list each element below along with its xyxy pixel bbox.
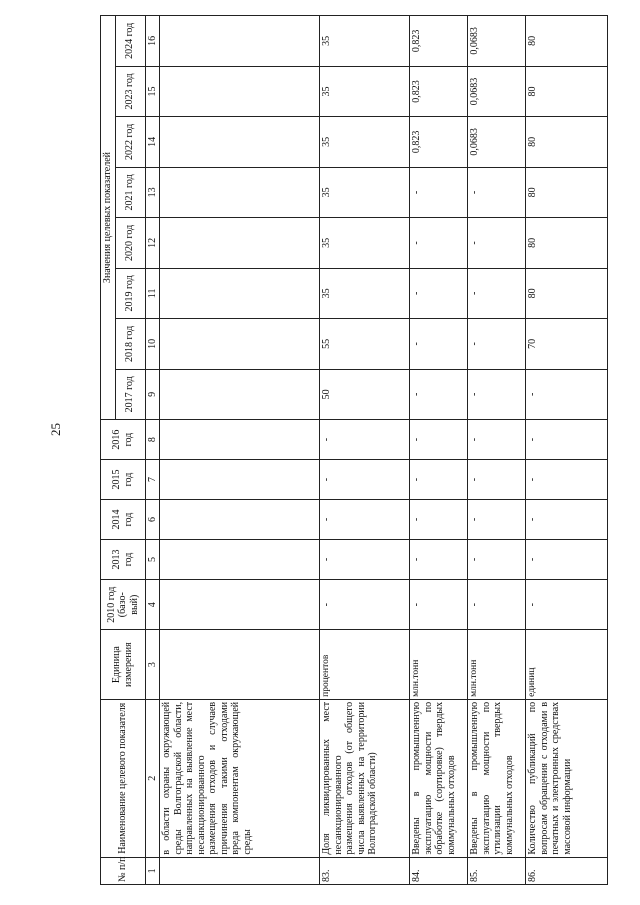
indicator-value <box>160 218 320 268</box>
col-number: 8 <box>145 420 160 460</box>
indicator-value: - <box>410 500 468 540</box>
indicator-value: - <box>468 268 526 318</box>
indicator-value <box>160 268 320 318</box>
indicator-value <box>160 167 320 217</box>
indicator-value: 50 <box>320 369 410 419</box>
header-year-2022: 2022 год <box>115 117 145 167</box>
indicator-name: Введены в промышленную эксплуатацию мощности по обработке (сортировке) твердых коммунальных отходов <box>410 699 468 857</box>
indicator-value: - <box>320 579 410 629</box>
header-year-2024: 2024 год <box>115 16 145 67</box>
indicator-value: 0,823 <box>410 117 468 167</box>
indicator-table-sheet <box>100 15 573 885</box>
indicator-value: - <box>468 319 526 369</box>
indicator-value <box>160 500 320 540</box>
indicator-unit: млн.тонн <box>468 630 526 699</box>
col-number: 6 <box>145 500 160 540</box>
col-number: 9 <box>145 369 160 419</box>
indicator-value <box>160 460 320 500</box>
table-row <box>468 16 526 885</box>
indicator-name: в области охраны окружающей среды Волгоградской области, направленных на выявление мест несанкционированного размещения отходов и случаев причинения такими отходами вреда компонентам окружающей среды <box>160 699 320 857</box>
indicator-value: 80 <box>526 66 608 116</box>
indicator-value: 35 <box>320 117 410 167</box>
indicator-value: 55 <box>320 319 410 369</box>
indicator-value: 80 <box>526 218 608 268</box>
table-body <box>160 16 608 885</box>
indicator-unit: процентов <box>320 630 410 699</box>
indicator-value: 0,823 <box>410 66 468 116</box>
table-row <box>410 16 468 885</box>
indicator-value: 0,0683 <box>468 16 526 67</box>
indicator-value <box>160 66 320 116</box>
col-number: 15 <box>145 66 160 116</box>
indicator-value: 70 <box>526 319 608 369</box>
row-number: 83. <box>320 857 410 884</box>
table-row <box>320 16 410 885</box>
indicator-value: - <box>468 218 526 268</box>
indicator-unit <box>160 630 320 699</box>
indicator-value: - <box>468 167 526 217</box>
indicator-value <box>160 369 320 419</box>
header-year-2020: 2020 год <box>115 218 145 268</box>
header-name: Наименование целевого показателя <box>101 699 146 857</box>
indicator-value <box>160 420 320 460</box>
indicator-value: - <box>526 539 608 579</box>
indicator-value: - <box>526 420 608 460</box>
row-number: 84. <box>410 857 468 884</box>
col-number: 16 <box>145 16 160 67</box>
indicator-value: - <box>526 500 608 540</box>
indicator-name: Введены в промышленную эксплуатацию мощности по утилизации твердых коммунальных отходов <box>468 699 526 857</box>
header-values-group: Значения целевых показателей <box>101 16 116 420</box>
indicator-value: 80 <box>526 117 608 167</box>
row-number <box>160 857 320 884</box>
indicator-table <box>100 15 608 885</box>
indicator-value: 0,0683 <box>468 66 526 116</box>
indicator-value: 80 <box>526 167 608 217</box>
indicator-value: 0,823 <box>410 16 468 67</box>
row-number: 85. <box>468 857 526 884</box>
table-row <box>160 16 320 885</box>
header-year-2010: 2010 год (базо- вый) <box>101 579 146 629</box>
col-number: 11 <box>145 268 160 318</box>
header-year-2017: 2017 год <box>115 369 145 419</box>
header-num: № п/п <box>101 857 146 884</box>
header-year-2019: 2019 год <box>115 268 145 318</box>
header-year-2014: 2014 год <box>101 500 146 540</box>
indicator-value: - <box>410 319 468 369</box>
header-year-2018: 2018 год <box>115 319 145 369</box>
col-number: 2 <box>145 699 160 857</box>
indicator-value: - <box>410 369 468 419</box>
indicator-value: 35 <box>320 66 410 116</box>
col-number: 3 <box>145 630 160 699</box>
indicator-value: - <box>320 500 410 540</box>
row-number: 86. <box>526 857 608 884</box>
indicator-value: - <box>468 369 526 419</box>
col-number: 13 <box>145 167 160 217</box>
indicator-value <box>160 319 320 369</box>
indicator-value: 0,0683 <box>468 117 526 167</box>
table-row <box>526 16 608 885</box>
indicator-value <box>160 117 320 167</box>
header-unit: Единица измерения <box>101 630 146 699</box>
indicator-value: - <box>410 460 468 500</box>
header-year-2016: 2016 год <box>101 420 146 460</box>
indicator-value: - <box>410 539 468 579</box>
indicator-value: 35 <box>320 218 410 268</box>
indicator-value: 35 <box>320 268 410 318</box>
indicator-unit: млн.тонн <box>410 630 468 699</box>
indicator-value: - <box>526 460 608 500</box>
header-year-2015: 2015 год <box>101 460 146 500</box>
indicator-value: - <box>410 420 468 460</box>
col-number: 4 <box>145 579 160 629</box>
indicator-value: 35 <box>320 167 410 217</box>
header-year-2013: 2013 год <box>101 539 146 579</box>
indicator-value: - <box>410 579 468 629</box>
indicator-value: - <box>320 539 410 579</box>
indicator-value <box>160 16 320 67</box>
indicator-value: - <box>468 420 526 460</box>
col-number: 14 <box>145 117 160 167</box>
indicator-value: - <box>320 460 410 500</box>
indicator-value: - <box>526 579 608 629</box>
indicator-value: - <box>468 460 526 500</box>
page-number: 25 <box>48 423 63 436</box>
indicator-name: Доля ликвидированных мест несанкционированного размещения отходов (от общего числа выявленных на территории Волгоградской области) <box>320 699 410 857</box>
indicator-value: - <box>468 579 526 629</box>
header-year-2023: 2023 год <box>115 66 145 116</box>
indicator-value: - <box>320 420 410 460</box>
indicator-value: - <box>410 167 468 217</box>
indicator-value: - <box>526 369 608 419</box>
indicator-value: - <box>468 539 526 579</box>
col-number: 7 <box>145 460 160 500</box>
indicator-value: - <box>468 500 526 540</box>
col-number: 5 <box>145 539 160 579</box>
col-number: 1 <box>145 857 160 884</box>
indicator-value: - <box>410 218 468 268</box>
indicator-name: Количество публикаций по вопросам обращения с отходами в печатных и электронных средствах массовой информации <box>526 699 608 857</box>
col-number: 12 <box>145 218 160 268</box>
indicator-value: - <box>410 268 468 318</box>
indicator-value <box>160 579 320 629</box>
indicator-value <box>160 539 320 579</box>
header-year-2021: 2021 год <box>115 167 145 217</box>
indicator-unit: единиц <box>526 630 608 699</box>
indicator-value: 80 <box>526 268 608 318</box>
indicator-value: 35 <box>320 16 410 67</box>
indicator-value: 80 <box>526 16 608 67</box>
col-number: 10 <box>145 319 160 369</box>
